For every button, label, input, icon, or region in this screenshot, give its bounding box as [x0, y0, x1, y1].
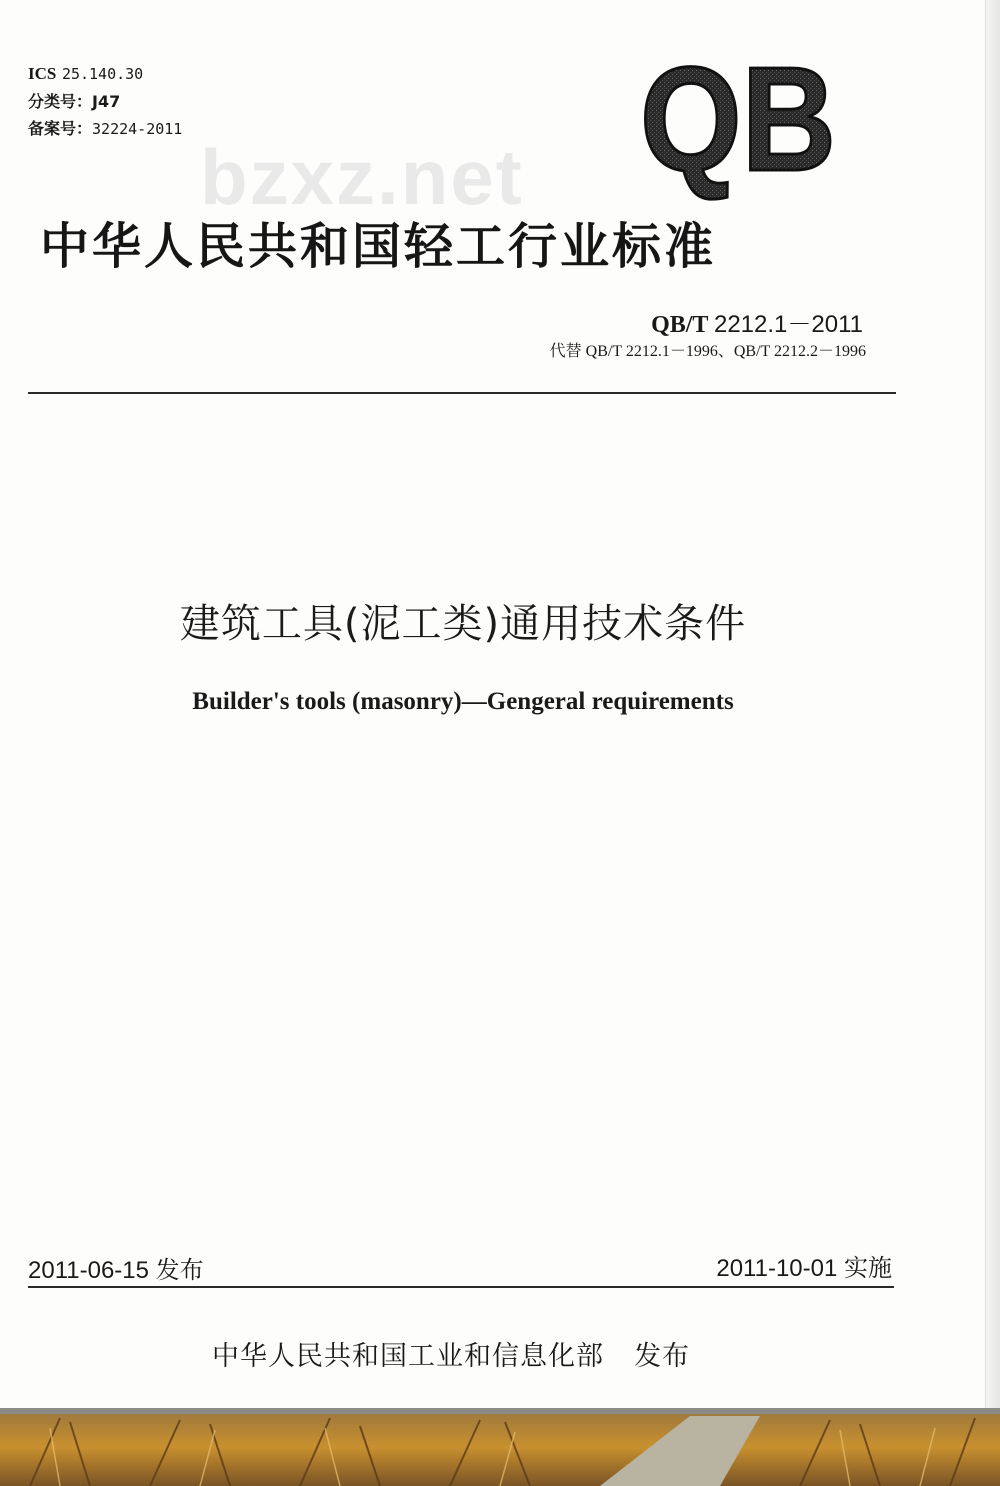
class-line [28, 88, 182, 115]
issuer-name: 中华人民共和国工业和信息化部 [212, 1341, 604, 1372]
ics-label: ICS [28, 64, 57, 83]
issuer [212, 1334, 690, 1373]
effective-date: 2011-10-01 实施 [716, 1255, 892, 1282]
class-label: 分类号： [28, 92, 93, 111]
top-divider [28, 392, 896, 394]
qb-logo-text: QB [640, 37, 836, 202]
standard-number [651, 304, 863, 339]
standard-prefix: QB/T [651, 312, 708, 338]
document-meta [28, 60, 182, 143]
background-photo-strip [0, 1408, 1000, 1486]
issuer-verb: 发布 [634, 1341, 690, 1372]
class-value: J47 [92, 92, 121, 111]
issue-date: 2011-06-15 发布 [28, 1257, 204, 1284]
ics-value: 25.140.30 [61, 65, 144, 83]
bottom-divider [28, 1286, 894, 1288]
watermark: bzxz.net [200, 133, 524, 221]
title-chinese: 建筑工具(泥工类)通用技术条件 [179, 601, 747, 647]
page-edge [985, 0, 1000, 1408]
standard-code: 2212.1－2011 [713, 311, 863, 338]
record-line [28, 115, 182, 143]
record-value: 32224-2011 [92, 120, 183, 138]
title-english: Builder's tools (masonry)—Gengeral requirements [192, 688, 734, 715]
ics-line [28, 60, 182, 88]
record-label: 备案号： [28, 119, 93, 138]
replaces-line: 代替 QB/T 2212.1－1996、QB/T 2212.2－1996 [549, 343, 866, 360]
category-title: 中华人民共和国轻工行业标准 [40, 218, 717, 275]
qb-logo [640, 37, 836, 202]
